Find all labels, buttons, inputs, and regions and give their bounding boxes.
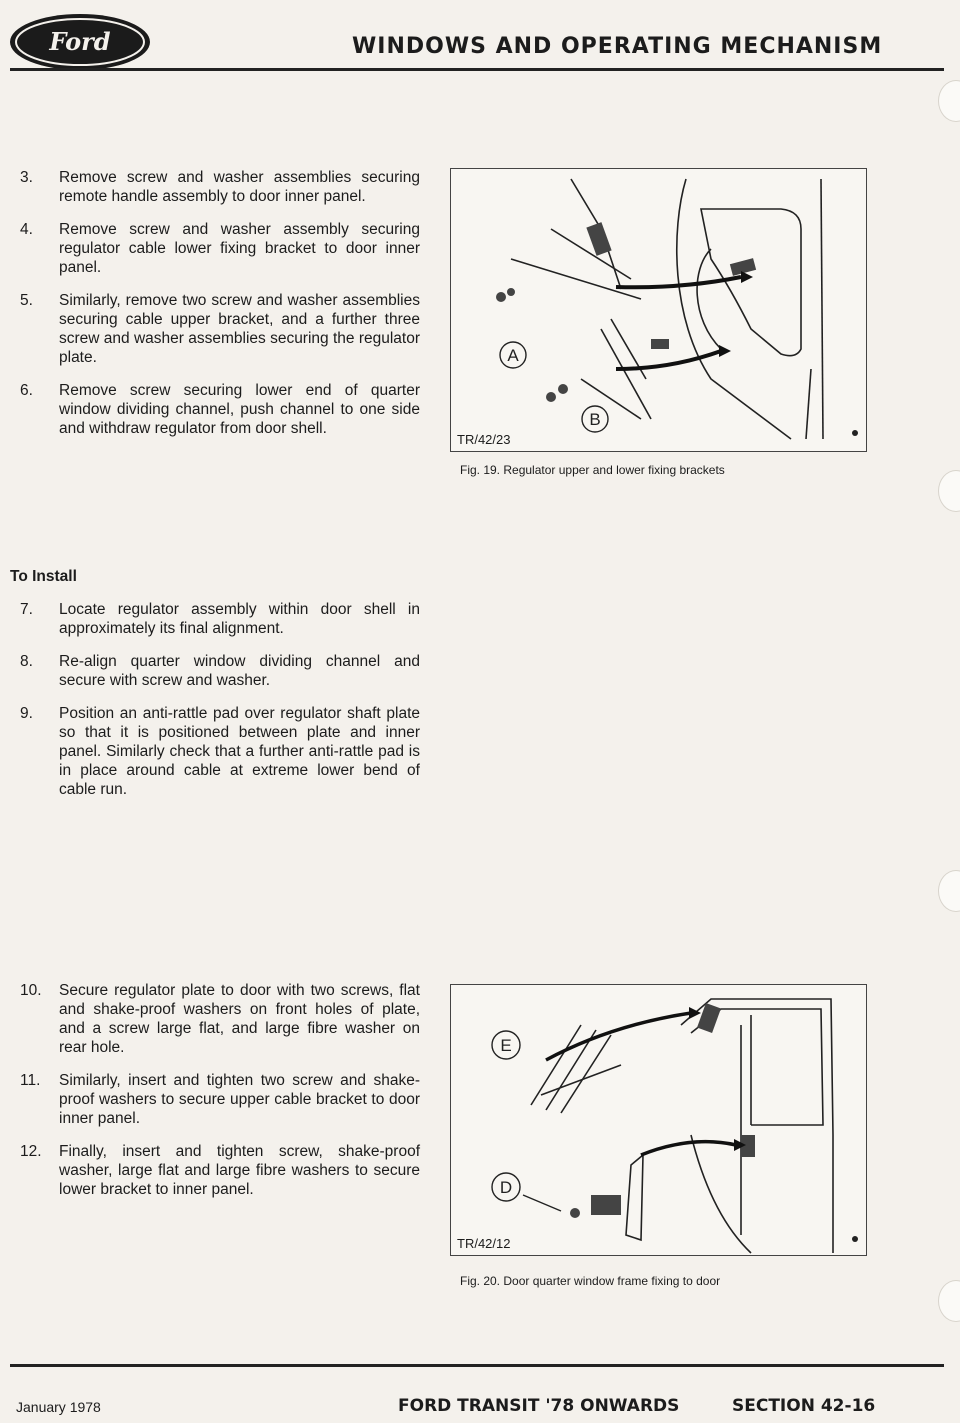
step-number: 6. — [20, 382, 33, 399]
logo-text: Ford — [49, 27, 111, 56]
binder-hole — [938, 870, 960, 912]
step-number: 4. — [20, 221, 33, 238]
install-steps-b — [20, 981, 420, 1213]
step-text: Finally, insert and tighten screw, shake-proof washer, large flat and large fibre washers to secure lower bracket to inner panel. — [59, 1143, 420, 1198]
page-title: WINDOWS AND OPERATING MECHANISM — [352, 34, 883, 59]
step-number: 3. — [20, 169, 33, 186]
figure-20 — [450, 984, 867, 1256]
callout-e: E — [500, 1036, 512, 1055]
header-rule — [10, 68, 944, 71]
step-item — [20, 168, 420, 206]
step-text: Re-align quarter window dividing channel and secure with screw and washer. — [59, 653, 420, 689]
callout-b: B — [589, 410, 601, 429]
step-number: 9. — [20, 705, 33, 722]
step-text: Remove screw and washer assemblies securing remote handle assembly to door inner panel. — [59, 169, 420, 205]
step-number: 11. — [20, 1072, 41, 1089]
figure-19-caption: Fig. 19. Regulator upper and lower fixing brackets — [460, 463, 725, 477]
quarter-window-frame-illustration — [451, 985, 866, 1255]
ford-logo — [6, 10, 154, 74]
step-text: Locate regulator assembly within door shell in approximately its final alignment. — [59, 601, 420, 637]
step-item — [20, 1071, 420, 1128]
callout-a: A — [507, 346, 519, 365]
step-number: 10. — [20, 982, 42, 999]
step-item — [20, 981, 420, 1057]
callout-d: D — [499, 1178, 513, 1197]
step-text: Remove screw securing lower end of quarter window dividing channel, push channel to one side and withdraw regulator from door shell. — [59, 382, 420, 437]
step-item — [20, 1142, 420, 1199]
step-text: Similarly, remove two screw and washer assemblies securing cable upper bracket, and a further three screw and washer assemblies securing the regulator plate. — [59, 292, 420, 366]
figure-19 — [450, 168, 867, 452]
footer-date: January 1978 — [16, 1399, 101, 1415]
install-steps-a — [20, 600, 420, 813]
figure-20-caption: Fig. 20. Door quarter window frame fixing to door — [460, 1274, 721, 1288]
figure-ref: TR/42/23 — [457, 432, 511, 447]
step-number: 7. — [20, 601, 33, 618]
step-text: Similarly, insert and tighten two screw and shake-proof washers to secure upper cable bracket to door inner panel. — [59, 1072, 420, 1127]
footer-section: SECTION 42-16 — [732, 1396, 876, 1416]
step-item — [20, 291, 420, 367]
step-number: 8. — [20, 653, 33, 670]
regulator-brackets-illustration — [451, 169, 866, 451]
step-number: 12. — [20, 1143, 42, 1160]
figure-ref: TR/42/12 — [457, 1236, 511, 1251]
removal-steps — [20, 168, 420, 452]
step-text: Secure regulator plate to door with two screws, flat and shake-proof washers on front holes of plate, and a screw large flat, and large fibre washer on rear hole. — [59, 982, 420, 1056]
footer-book-title: FORD TRANSIT '78 ONWARDS — [398, 1396, 680, 1416]
binder-hole — [938, 80, 960, 122]
step-item — [20, 381, 420, 438]
step-item — [20, 704, 420, 799]
step-text: Position an anti-rattle pad over regulator shaft plate so that it is positioned between plate and inner panel. Similarly check that a further anti-rattle pad is in place around cable at extreme lower bend of cable run. — [59, 705, 420, 798]
step-item — [20, 652, 420, 690]
step-number: 5. — [20, 292, 33, 309]
binder-hole — [938, 1280, 960, 1322]
step-item — [20, 600, 420, 638]
footer-rule — [10, 1364, 944, 1367]
binder-hole — [938, 470, 960, 512]
install-heading: To Install — [10, 568, 77, 585]
step-text: Remove screw and washer assembly securing regulator cable lower fixing bracket to door inner panel. — [59, 221, 420, 276]
step-item — [20, 220, 420, 277]
